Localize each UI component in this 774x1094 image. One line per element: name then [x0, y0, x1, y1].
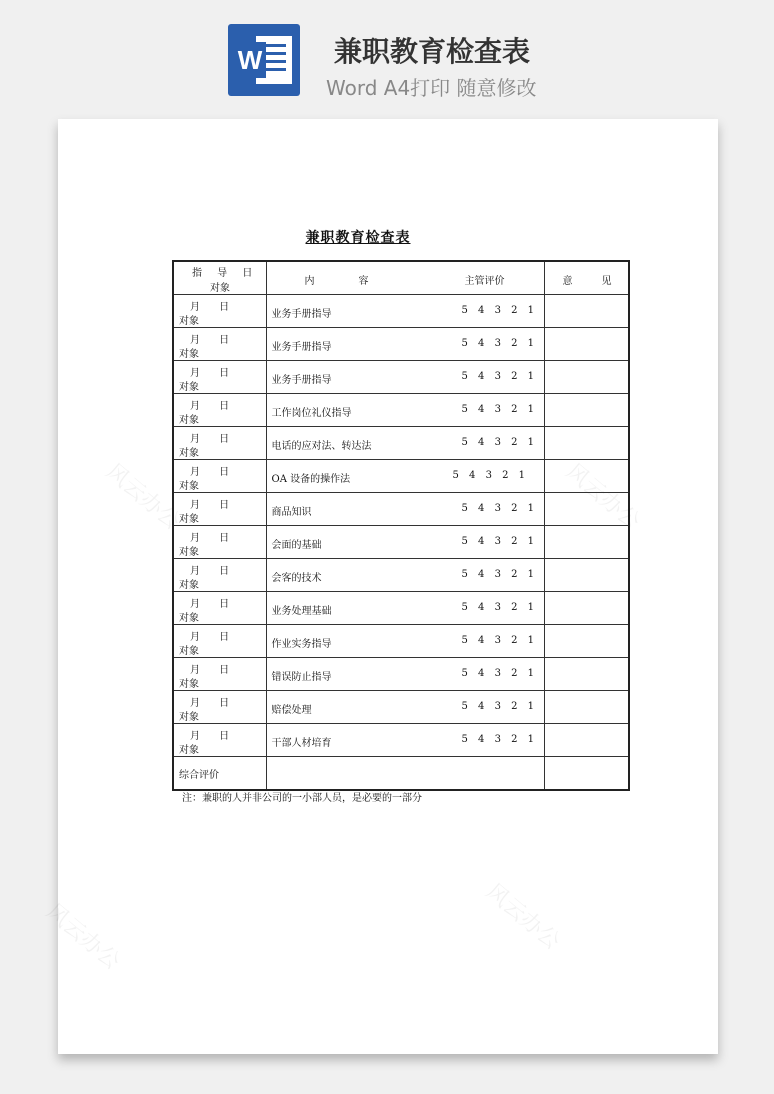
date-label: 月 日 — [190, 533, 230, 544]
date-cell — [173, 328, 266, 361]
item-label: 商品知识 — [271, 507, 312, 518]
item-label: 错误防止指导 — [271, 672, 332, 683]
opinion-cell[interactable] — [544, 328, 629, 361]
object-label: 对象 — [179, 547, 199, 558]
score-scale: 5 4 3 2 1 — [461, 503, 535, 514]
date-label: 月 日 — [190, 566, 230, 577]
date-cell — [173, 724, 266, 757]
item-label: 工作岗位礼仪指导 — [271, 408, 352, 419]
item-label: 作业实务指导 — [271, 639, 332, 650]
summary-opinion-cell[interactable] — [544, 757, 629, 791]
object-label: 对象 — [179, 712, 199, 723]
object-label: 对象 — [179, 679, 199, 690]
table-row — [173, 592, 629, 625]
item-label: 会客的技术 — [271, 573, 322, 584]
content-cell — [266, 328, 544, 361]
check-table — [172, 260, 630, 791]
content-cell — [266, 658, 544, 691]
item-label: 会面的基础 — [271, 540, 322, 551]
banner-title: 兼职教育检查表 — [334, 35, 531, 68]
table-row — [173, 625, 629, 658]
object-label: 对象 — [179, 580, 199, 591]
score-scale: 5 4 3 2 1 — [461, 371, 535, 382]
table-row — [173, 295, 629, 328]
date-label: 月 日 — [190, 302, 230, 313]
date-label: 月 日 — [190, 434, 230, 445]
content-cell — [266, 295, 544, 328]
watermark: 风云办公 — [40, 899, 125, 975]
date-cell — [173, 625, 266, 658]
opinion-cell[interactable] — [544, 625, 629, 658]
table-row — [173, 658, 629, 691]
date-label: 月 日 — [190, 698, 230, 709]
score-scale: 5 4 3 2 1 — [461, 635, 535, 646]
table-header-row — [173, 261, 629, 295]
score-scale: 5 4 3 2 1 — [461, 602, 535, 613]
object-label: 对象 — [179, 382, 199, 393]
date-label: 月 日 — [190, 500, 230, 511]
item-label: 电话的应对法、转达法 — [271, 441, 372, 452]
date-cell — [173, 559, 266, 592]
date-label: 月 日 — [190, 632, 230, 643]
table-row — [173, 427, 629, 460]
object-label: 对象 — [179, 514, 199, 525]
header-opinion-b: 见 — [601, 276, 612, 287]
header-evaluation: 主管评价 — [464, 276, 505, 287]
content-cell — [266, 394, 544, 427]
item-label: 业务处理基础 — [271, 606, 332, 617]
watermark: 风云办公 — [560, 459, 645, 535]
opinion-cell[interactable] — [544, 460, 629, 493]
object-label: 对象 — [179, 646, 199, 657]
header-guide-date: 指 导 日 — [192, 268, 253, 279]
opinion-cell[interactable] — [544, 394, 629, 427]
date-cell — [173, 295, 266, 328]
summary-content-cell[interactable] — [266, 757, 544, 791]
date-label: 月 日 — [190, 335, 230, 346]
header-object: 对象 — [210, 283, 230, 294]
opinion-cell[interactable] — [544, 658, 629, 691]
table-row — [173, 394, 629, 427]
date-cell — [173, 691, 266, 724]
item-label: 业务手册指导 — [271, 342, 332, 353]
date-cell — [173, 592, 266, 625]
opinion-cell[interactable] — [544, 592, 629, 625]
header-content-a: 内 — [304, 276, 315, 287]
table-row — [173, 691, 629, 724]
content-cell — [266, 559, 544, 592]
date-cell — [173, 361, 266, 394]
header-content-b: 容 — [358, 276, 369, 287]
date-label: 月 日 — [190, 665, 230, 676]
score-scale: 5 4 3 2 1 — [461, 338, 535, 349]
opinion-cell[interactable] — [544, 493, 629, 526]
opinion-cell[interactable] — [544, 526, 629, 559]
opinion-cell[interactable] — [544, 724, 629, 757]
summary-row — [173, 757, 629, 791]
score-scale: 5 4 3 2 1 — [461, 437, 535, 448]
word-letter: W — [234, 42, 266, 78]
score-scale: 5 4 3 2 1 — [461, 305, 535, 316]
opinion-cell[interactable] — [544, 295, 629, 328]
object-label: 对象 — [179, 415, 199, 426]
item-label: 业务手册指导 — [271, 309, 332, 320]
item-label: 业务手册指导 — [271, 375, 332, 386]
opinion-cell[interactable] — [544, 427, 629, 460]
date-cell — [173, 493, 266, 526]
date-label: 月 日 — [190, 401, 230, 412]
content-cell — [266, 724, 544, 757]
opinion-cell[interactable] — [544, 559, 629, 592]
watermark: 风云办公 — [100, 459, 185, 535]
summary-label: 综合评价 — [173, 757, 266, 791]
object-label: 对象 — [179, 349, 199, 360]
banner-subtitle: Word A4打印 随意修改 — [326, 76, 537, 100]
opinion-cell[interactable] — [544, 361, 629, 394]
object-label: 对象 — [179, 316, 199, 327]
date-cell — [173, 394, 266, 427]
date-cell — [173, 658, 266, 691]
header-date-cell — [173, 261, 266, 295]
content-cell — [266, 592, 544, 625]
date-label: 月 日 — [190, 467, 230, 478]
content-cell — [266, 526, 544, 559]
table-row — [173, 526, 629, 559]
date-label: 月 日 — [190, 368, 230, 379]
score-scale: 5 4 3 2 1 — [461, 536, 535, 547]
document-title: 兼职教育检查表 — [305, 230, 411, 246]
score-scale: 5 4 3 2 1 — [461, 668, 535, 679]
table-row — [173, 724, 629, 757]
header-content-cell — [266, 261, 544, 295]
table-row — [173, 493, 629, 526]
object-label: 对象 — [179, 481, 199, 492]
date-cell — [173, 526, 266, 559]
date-label: 月 日 — [190, 599, 230, 610]
content-cell — [266, 460, 544, 493]
content-cell — [266, 427, 544, 460]
content-cell — [266, 361, 544, 394]
banner-header — [0, 0, 774, 112]
table-row — [173, 328, 629, 361]
word-document-icon — [228, 24, 300, 96]
object-label: 对象 — [179, 613, 199, 624]
item-label: 赔偿处理 — [271, 705, 312, 716]
score-scale: 5 4 3 2 1 — [461, 404, 535, 415]
header-opinion-a: 意 — [562, 276, 573, 287]
table-row — [173, 559, 629, 592]
item-label: 干部人材培育 — [271, 738, 332, 749]
footnote: 注：兼职的人并非公司的一小部人员，是必要的一部分 — [182, 793, 422, 804]
content-cell — [266, 625, 544, 658]
content-cell — [266, 691, 544, 724]
table-row — [173, 361, 629, 394]
object-label: 对象 — [179, 448, 199, 459]
item-label: OA 设备的操作法 — [271, 474, 351, 485]
header-opinion-cell — [544, 261, 629, 295]
score-scale: 5 4 3 2 1 — [461, 734, 535, 745]
date-label: 月 日 — [190, 731, 230, 742]
date-cell — [173, 460, 266, 493]
opinion-cell[interactable] — [544, 691, 629, 724]
score-scale: 5 4 3 2 1 — [461, 569, 535, 580]
score-scale: 5 4 3 2 1 — [461, 701, 535, 712]
content-cell — [266, 493, 544, 526]
object-label: 对象 — [179, 745, 199, 756]
watermark: 风云办公 — [480, 879, 565, 955]
date-cell — [173, 427, 266, 460]
table-row — [173, 460, 629, 493]
score-scale: 5 4 3 2 1 — [452, 470, 526, 481]
